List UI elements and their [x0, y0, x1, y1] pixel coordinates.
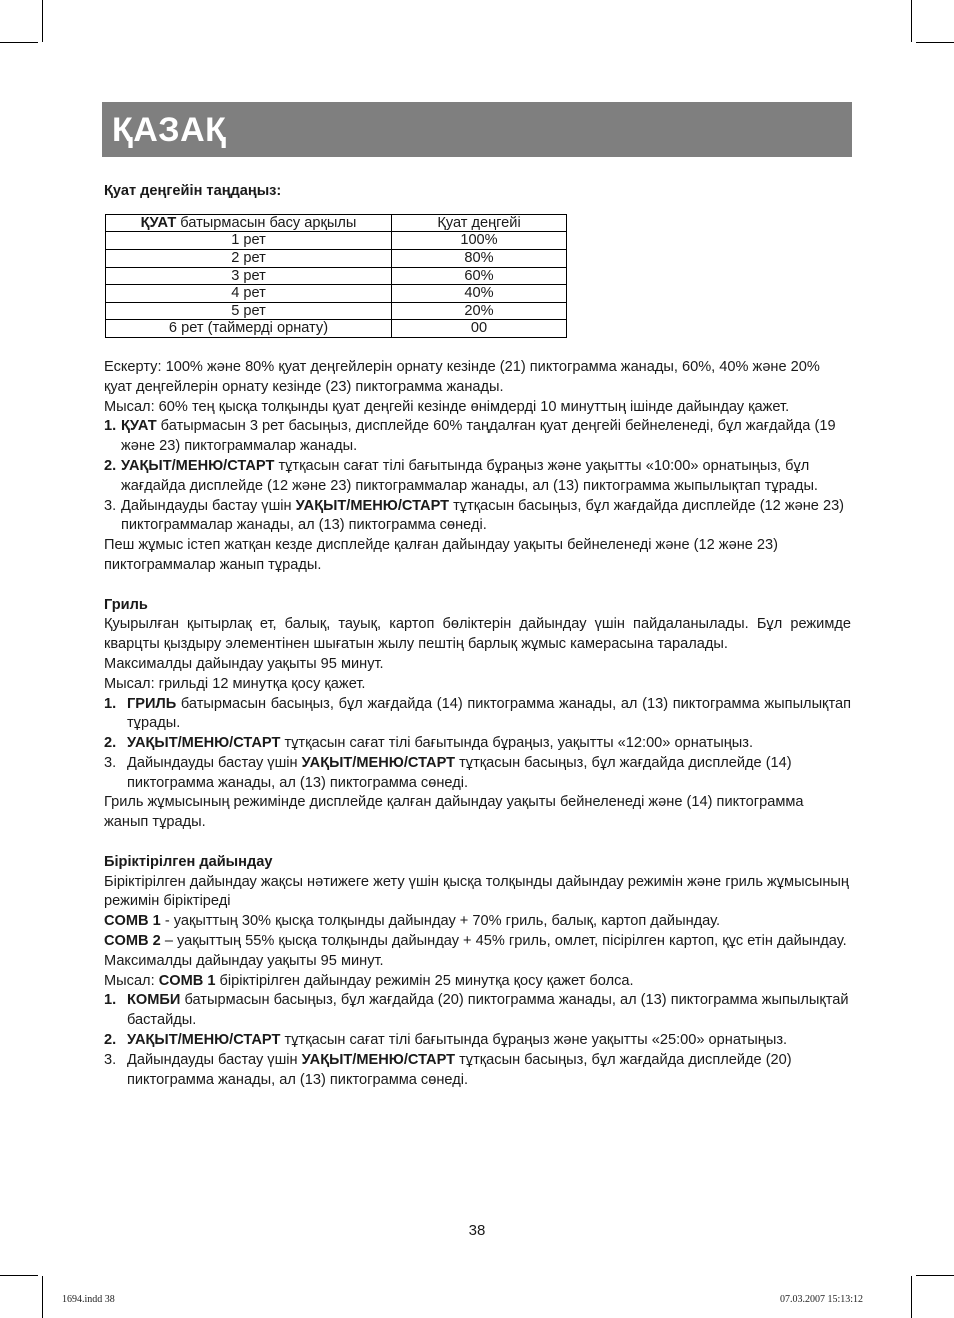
- table-cell: 1 рет: [106, 232, 392, 250]
- list-item: 3. Дайындауды бастау үшін УАҚЫТ/МЕНЮ/СТАРТ тұтқасын басыңыз, бұл жағдайда дисплейде (20) пиктограмма жанады, ал (13) пиктограмма сөнеді.: [104, 1051, 792, 1088]
- table-row: [106, 267, 567, 285]
- table-cell: 5 рет: [106, 302, 392, 320]
- grill-steps: [104, 695, 851, 794]
- table-row: [106, 285, 567, 303]
- table-header-row: [106, 214, 567, 232]
- crop-mark: [42, 1276, 43, 1318]
- crop-mark: [0, 1275, 38, 1276]
- list-item: 3. Дайындауды бастау үшін УАҚЫТ/МЕНЮ/СТАРТ тұтқасын басыңыз, бұл жағдайда дисплейде (14) пиктограмма жанады, ал (13) пиктограмма сөнеді.: [104, 754, 792, 791]
- crop-mark: [911, 1276, 912, 1318]
- list-item: 1. КОМБИ батырмасын басыңыз, бұл жағдайда (20) пиктограмма жанады, ал (13) пиктограмма жыпылықтай бастайды.: [104, 992, 849, 1029]
- list-item: 2. УАҚЫТ/МЕНЮ/СТАРТ тұтқасын сағат тілі бағытында бұраңыз, уақытты «12:00» орнатыңыз.: [104, 735, 754, 752]
- table-row: [106, 302, 567, 320]
- comb2-line: COMB 2 – уақыттың 55% қысқа толқынды дайындау + 45% гриль, омлет, пісірілген картоп, құс етін дайындау.: [104, 933, 847, 950]
- crop-mark: [911, 0, 912, 42]
- crop-mark: [42, 0, 43, 42]
- power-note: Ескерту: 100% және 80% қуат деңгейлерін орнату кезінде (21) пиктограмма жанады, 60%, 40% және 20% қуат деңгейлерін орнату кезінде (23) пиктограмма жанады.: [104, 358, 820, 395]
- combi-section-title: Біріктірілген дайындау: [104, 853, 273, 870]
- comb1-line: COMB 1 - уақыттың 30% қысқа толқынды дайындау + 70% гриль, балық, картоп дайындау.: [104, 913, 720, 930]
- page-number: 38: [468, 1222, 486, 1239]
- page-content: [104, 182, 851, 1090]
- table-row: [106, 249, 567, 267]
- power-steps: [104, 417, 851, 536]
- table-header-cell: ҚУАТ батырмасын басу арқылы: [106, 214, 392, 232]
- crop-mark: [916, 1275, 954, 1276]
- table-row: [106, 232, 567, 250]
- table-row: [106, 320, 567, 338]
- power-level-table: [105, 214, 567, 338]
- power-section-title: Қуат деңгейін таңдаңыз:: [104, 183, 282, 199]
- list-item: 3. Дайындауды бастау үшін УАҚЫТ/МЕНЮ/СТАРТ тұтқасын басыңыз, бұл жағдайда дисплейде (12 және 23) пиктограммалар жанады, ал (13) пиктограмма сөнеді.: [104, 497, 845, 534]
- slug-date-info: 07.03.2007 15:13:12: [780, 1294, 864, 1305]
- table-cell: 60%: [392, 267, 567, 285]
- table-cell: 4 рет: [106, 285, 392, 303]
- crop-mark: [0, 42, 38, 43]
- grill-description: Қуырылған қытырлақ ет, балық, тауық, картоп бөліктерін дайындау үшін пайдаланылады. Бұл режимде кварцты қыздыру элементінен шығатын жылу пештің барлық жұмыс камерасына таралады.: [104, 616, 851, 653]
- table-cell: 3 рет: [106, 267, 392, 285]
- slug-file-info: 1694.indd 38: [62, 1294, 115, 1305]
- table-header-cell: Қуат деңгейі: [392, 214, 567, 232]
- crop-mark: [916, 42, 954, 43]
- table-cell: 2 рет: [106, 249, 392, 267]
- list-item: 2. УАҚЫТ/МЕНЮ/СТАРТ тұтқасын сағат тілі бағытында бұраңыз және уақытты «10:00» орнатыңыз, бұл жағдайда дисплейде (12 және 23) пиктограммалар жанады, ал (13) пиктограмма жыпылықтап тұрады.: [104, 457, 818, 494]
- page-title: ҚАЗАҚ: [112, 111, 227, 149]
- table-cell: 00: [392, 320, 567, 338]
- table-cell: 6 рет (таймерді орнату): [106, 320, 392, 338]
- power-footer: Пеш жұмыс істеп жатқан кезде дисплейде қалған дайындау уақыты бейнеленеді және (12 және 23) пиктограммалар жанып тұрады.: [104, 537, 779, 573]
- table-cell: 100%: [392, 232, 567, 250]
- combi-steps: [104, 991, 851, 1090]
- combi-max-time: Максималды дайындау уақыты 95 минут.: [104, 952, 384, 969]
- grill-max-time: Максималды дайындау уақыты 95 минут.: [104, 655, 384, 672]
- list-item: 1. ҚУАТ батырмасын 3 рет басыңыз, дисплейде 60% таңдалған қуат деңгейі бейнеленеді, бұл жағдайда (19 және 23) пиктограммалар жанады.: [104, 418, 836, 455]
- language-header-banner: [102, 102, 852, 157]
- grill-section-title: Гриль: [104, 596, 148, 613]
- grill-example: Мысал: грильді 12 минутқа қосу қажет.: [104, 675, 366, 692]
- combi-example: Мысал: COMB 1 біріктірілген дайындау режимін 25 минутқа қосу қажет болса.: [104, 972, 634, 989]
- table-cell: 40%: [392, 285, 567, 303]
- table-cell: 20%: [392, 302, 567, 320]
- table-cell: 80%: [392, 249, 567, 267]
- power-example: Мысал: 60% тең қысқа толқынды қуат деңгейі кезінде өнімдерді 10 минуттың ішінде дайындау қажет.: [104, 398, 790, 415]
- grill-footer: Гриль жұмысының режимінде дисплейде қалған дайындау уақыты бейнеленеді және (14) пиктограмма жанып тұрады.: [104, 794, 804, 831]
- list-item: 2. УАҚЫТ/МЕНЮ/СТАРТ тұтқасын сағат тілі бағытында бұраңыз және уақытты «25:00» орнатыңыз.: [104, 1032, 788, 1049]
- combi-description: Біріктірілген дайындау жақсы нәтижеге жету үшін қысқа толқынды дайындау режимін және гриль жұмысының режимін біріктіреді: [104, 873, 849, 910]
- list-item: 1. ГРИЛЬ батырмасын басыңыз, бұл жағдайда (14) пиктограмма жанады, ал (13) пиктограмма жыпылықтап тұрады.: [104, 695, 851, 732]
